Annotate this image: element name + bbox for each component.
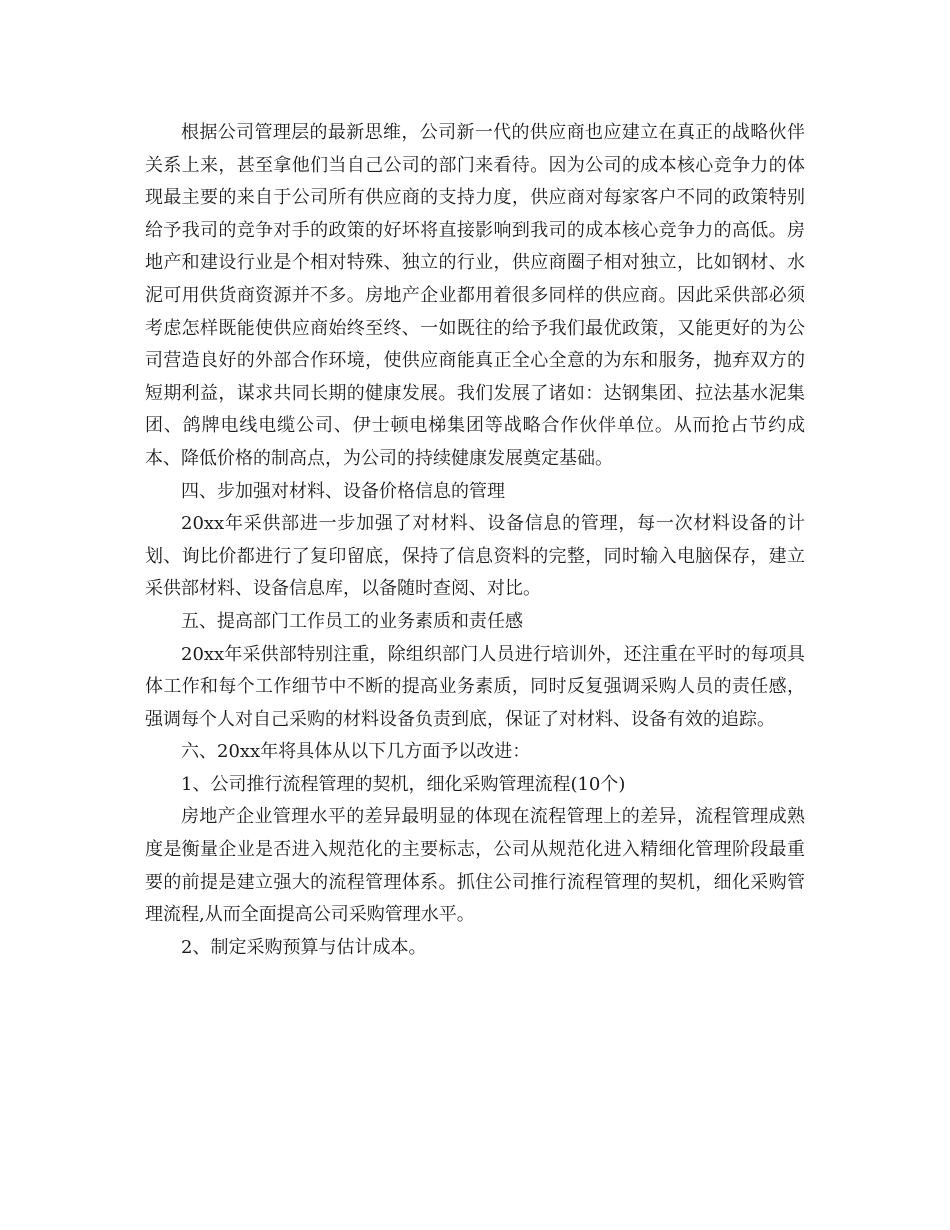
paragraph-strategic-suppliers: 根据公司管理层的最新思维，公司新一代的供应商也应建立在真正的战略伙伴关系上来，甚至拿他们当自己公司的部门来看待。因为公司的成本核心竞争力的体现最主要的来自于公司所有供应商的支持力度，供应商对每家客户不同的政策特别给予我司的竞争对手的政策的好坏将直接影响到我司的成本核心竞争力的高低。房地产和建设行业是个相对特殊、独立的行业，供应商圈子相对独立，比如钢材、水泥可用供货商资源并不多。房地产企业都用着很多同样的供应商。因此采供部必须考虑怎样既能使供应商始终至终、一如既往的给予我们最优政策，又能更好的为公司营造良好的外部合作环境，使供应商能真正全心全意的为东和服务，抛弃双方的短期利益，谋求共同长期的健康发展。我们发展了诸如：达钢集团、拉法基水泥集团、鸽牌电线电缆公司、伊士顿电梯集团等战略合作伙伴单位。从而抢占节约成本、降低价格的制高点，为公司的持续健康发展奠定基础。	[145, 122, 805, 469]
section-heading-6: 六、20xx年将具体从以下几方面予以改进：	[181, 741, 531, 763]
subheading-2: 2、制定采购预算与估计成本。	[181, 936, 427, 958]
document-page	[145, 117, 805, 964]
section-heading-5: 五、提高部门工作员工的业务素质和责任感	[181, 610, 523, 632]
paragraph-process-management: 房地产企业管理水平的差异最明显的体现在流程管理上的差异，流程管理成熟度是衡量企业是否进入规范化的主要标志，公司从规范化进入精细化管理阶段最重要的前提是建立强大的流程管理体系。抓住公司推行流程管理的契机，细化采购管理流程,从而全面提高公司采购管理水平。	[145, 806, 805, 926]
paragraph-staff-quality: 20xx年采供部特别注重，除组织部门人员进行培训外，还注重在平时的每项具体工作和每个工作细节中不断的提高业务素质，同时反复强调采购人员的责任感，强调每个人对自己采购的材料设备负责到底，保证了对材料、设备有效的追踪。	[145, 643, 805, 730]
subheading-1: 1、公司推行流程管理的契机，细化采购管理流程(10个)	[181, 773, 626, 795]
paragraph-price-info: 20xx年采供部进一步加强了对材料、设备信息的管理，每一次材料设备的计划、询比价都进行了复印留底，保持了信息资料的完整，同时输入电脑保存，建立采供部材料、设备信息库，以备随时查阅、对比。	[145, 513, 805, 600]
section-heading-4: 四、步加强对材料、设备价格信息的管理	[181, 480, 505, 502]
